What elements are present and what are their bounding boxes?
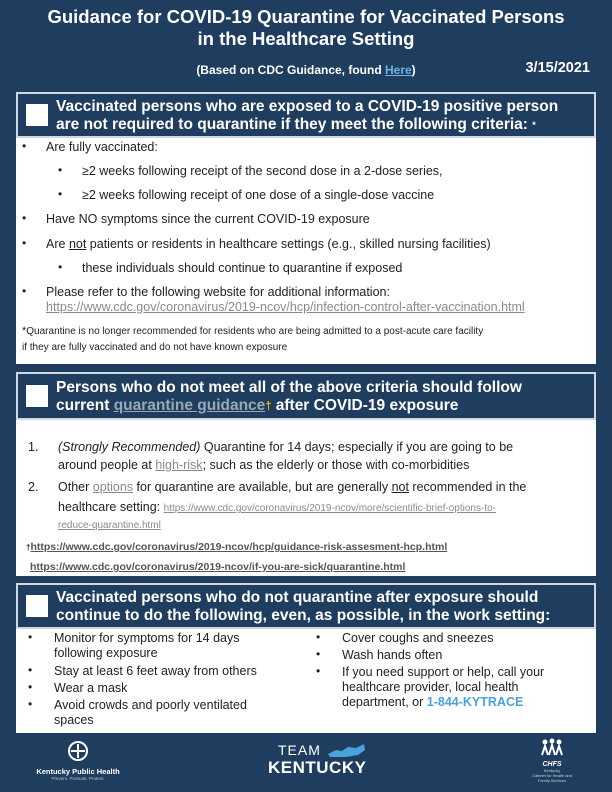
list-number: 1.: [28, 440, 39, 454]
bullet-icon: •: [58, 260, 63, 274]
list-item: Are fully vaccinated:: [46, 140, 158, 154]
cdc-guidance-link[interactable]: Here: [384, 63, 412, 77]
bullet-icon: •: [22, 236, 27, 250]
document-date: 3/15/2021: [525, 60, 590, 76]
section3-heading-line2: continue to do the following, even, as possible, in the work setting:: [56, 607, 551, 624]
page-header: [0, 0, 612, 92]
section2-heading-line1: Persons who do not meet all of the above criteria should follow: [56, 379, 522, 396]
reference-1: †https://www.cdc.gov/coronavirus/2019-ncov/hcp/guidance-risk-assesment-hcp.html: [26, 541, 448, 553]
checkbox-icon: [26, 385, 48, 407]
section1-footnote: *Quarantine is no longer recommended for residents who are being admitted to a post-acute care facility: [22, 325, 484, 337]
section3-heading: [16, 583, 596, 629]
bullet-icon: •: [28, 630, 33, 644]
options-url-link-continued[interactable]: reduce-quarantine.html: [58, 520, 161, 531]
chfs-logo: [512, 738, 592, 783]
bullet-icon: •: [22, 284, 27, 298]
kentucky-public-health-logo: [18, 740, 138, 781]
list-item-continued: healthcare provider, local health: [342, 680, 519, 694]
list-number: 2.: [28, 480, 39, 494]
bullet-icon: •: [22, 139, 27, 153]
reference-2-link[interactable]: https://www.cdc.gov/coronavirus/2019-ncov/if-you-are-sick/quarantine.html: [30, 561, 406, 573]
high-risk-link[interactable]: high-risk: [155, 458, 203, 472]
section2-panel: [16, 420, 596, 576]
list-item: Avoid crowds and poorly ventilated: [54, 698, 247, 712]
list-item: Please refer to the following website for additional information:: [46, 285, 390, 299]
list-item-continued: spaces: [54, 713, 94, 727]
bullet-icon: •: [316, 630, 321, 644]
checkbox-icon: [26, 104, 48, 126]
list-item: Have NO symptoms since the current COVID-19 exposure: [46, 212, 370, 226]
list-item: Are not patients or residents in healthcare settings (e.g., skilled nursing facilities): [46, 237, 491, 251]
section2-heading-line2: current quarantine guidance† after COVID-19 exposure: [56, 397, 459, 414]
vaccination-guidance-link[interactable]: https://www.cdc.gov/coronavirus/2019-ncov/hcp/infection-control-after-vaccination.html: [46, 300, 525, 314]
bullet-icon: •: [316, 647, 321, 661]
list-item: Stay at least 6 feet away from others: [54, 664, 257, 678]
quarantine-guidance-link[interactable]: quarantine guidance: [113, 397, 266, 414]
list-item: ≥2 weeks following receipt of one dose of a single-dose vaccine: [82, 188, 435, 202]
list-item: these individuals should continue to quarantine if exposed: [82, 261, 403, 275]
section1-footnote-line2: if they are fully vaccinated and do not have known exposure: [22, 342, 288, 353]
bullet-icon: •: [316, 664, 321, 678]
reference-1-link[interactable]: https://www.cdc.gov/coronavirus/2019-ncov/hcp/guidance-risk-assesment-hcp.html: [30, 541, 448, 553]
list-item: ≥2 weeks following receipt of the second dose in a 2-dose series,: [82, 164, 443, 178]
team-kentucky-bottom: KENTUCKY: [268, 758, 367, 777]
dagger-marker: †: [265, 400, 272, 412]
section2-heading: [16, 372, 596, 420]
checkbox-icon: [26, 595, 48, 617]
bullet-icon: •: [58, 187, 63, 201]
list-item: Wash hands often: [342, 648, 443, 662]
section1-heading-line1: Vaccinated persons who are exposed to a COVID-19 positive person: [56, 98, 559, 115]
section1-heading: [16, 92, 596, 138]
list-item: If you need support or help, call your: [342, 665, 545, 679]
title-line-2: in the Healthcare Setting: [197, 28, 415, 49]
kph-name: Kentucky Public Health: [36, 767, 120, 776]
kph-tagline: Prevent. Promote. Protect.: [51, 776, 105, 781]
section1-heading-line2: are not required to quarantine if they meet the following criteria:: [56, 116, 528, 133]
bullet-icon: •: [28, 680, 33, 694]
subtitle-prefix: (Based on CDC Guidance, found: [196, 63, 385, 77]
list-item: Wear a mask: [54, 681, 128, 695]
kph-seal-icon: [61, 740, 95, 762]
list-item-continued: healthcare setting: https://www.cdc.gov/coronavirus/2019-ncov/more/scientific-brief-options-to-: [58, 500, 496, 514]
list-item-continued: department, or 1-844-KYTRACE: [342, 695, 524, 709]
list-item: (Strongly Recommended) Quarantine for 14 days; especially if you are going to be: [58, 440, 514, 454]
list-item: Cover coughs and sneezes: [342, 631, 494, 645]
kytrace-phone-number[interactable]: 1-844-KYTRACE: [426, 695, 524, 709]
title-line-1: Guidance for COVID-19 Quarantine for Vaccinated Persons: [47, 6, 565, 27]
bullet-icon: •: [58, 163, 63, 177]
page-footer: [0, 730, 612, 792]
list-item-continued: following exposure: [54, 646, 158, 660]
list-item-continued: around people at high-risk; such as the elderly or those with co-morbidities: [58, 458, 470, 472]
options-url-link[interactable]: https://www.cdc.gov/coronavirus/2019-ncov/more/scientific-brief-options-to-: [163, 503, 496, 514]
chfs-name: CHFS: [542, 761, 562, 768]
kentucky-state-icon: [328, 744, 366, 758]
team-kentucky-top: TEAM: [278, 742, 321, 758]
section1-footnote-marker: *: [532, 120, 536, 130]
options-link[interactable]: options: [92, 480, 134, 494]
bullet-icon: •: [28, 663, 33, 677]
chfs-family-icon: [539, 738, 565, 756]
section3-heading-line1: Vaccinated persons who do not quarantine after exposure should: [56, 589, 539, 606]
subtitle-suffix: ): [411, 63, 416, 77]
bullet-icon: •: [22, 211, 27, 225]
section1-panel: [16, 138, 596, 364]
list-item: Other options for quarantine are available, but are generally not recommended in the: [58, 480, 527, 494]
page-subtitle: [0, 63, 612, 77]
page-title: [10, 6, 602, 50]
bullet-icon: •: [28, 697, 33, 711]
list-item: Monitor for symptoms for 14 days: [54, 631, 240, 645]
section3-panel: [16, 629, 596, 733]
chfs-description: Kentucky Cabinet for Health and Family Services: [531, 768, 573, 783]
